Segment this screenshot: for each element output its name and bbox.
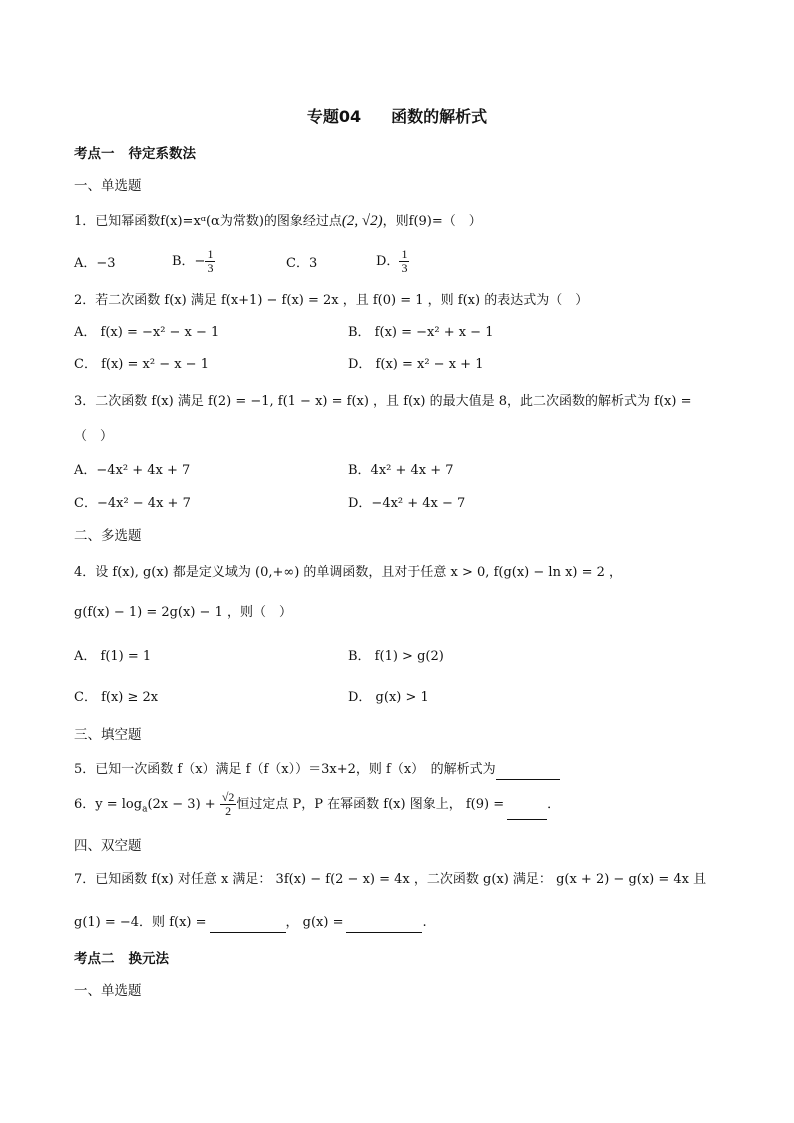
part-heading-multi: 二、多选题 xyxy=(74,528,142,544)
fraction-numerator: 1 xyxy=(401,247,408,261)
q6-fraction xyxy=(220,791,237,818)
question-3-stem-cont: （ ） xyxy=(74,429,114,444)
q4-option-d: D． g(x) > 1 xyxy=(348,690,429,705)
question-7-stem: 7．已知函数 f(x) 对任意 x 满足： 3f(x) − f(2 − x) = 4x ，二次函数 g(x) 满足： g(x + 2) − g(x) = 4x 且 xyxy=(74,872,707,887)
question-5-stem xyxy=(74,760,560,780)
q3-option-d: D．−4x² + 4x − 7 xyxy=(348,496,466,511)
fraction-numerator: √2 xyxy=(221,790,235,804)
q1-option-d-prefix: D． xyxy=(376,254,400,269)
part-heading-fill: 三、填空题 xyxy=(74,727,142,743)
q7-line2a: g(1) = −4．则 f(x) = xyxy=(74,915,207,930)
part-heading-double: 四、双空题 xyxy=(74,838,142,854)
q6-tail: 恒过定点 P，P 在幂函数 f(x) 图象上， f(9) = xyxy=(236,797,505,812)
q5-stem-text: 5．已知一次函数 f（x）满足 f（f（x））＝3x+2，则 f（x） 的解析式为 xyxy=(74,762,496,777)
fraction-denominator: 3 xyxy=(401,261,408,275)
q1-option-c: C．3 xyxy=(286,256,318,271)
question-3-stem: 3．二次函数 f(x) 满足 f(2) = −1, f(1 − x) = f(x) ，且 f(x) 的最大值是 8，此二次函数的解析式为 f(x) = xyxy=(74,394,692,409)
part-heading-single-2: 一、单选题 xyxy=(74,983,142,999)
fraction-denominator: 3 xyxy=(207,261,214,275)
q2-option-c: C． f(x) = x² − x − 1 xyxy=(74,357,209,372)
fraction-denominator: 2 xyxy=(225,804,232,818)
question-7-stem-cont xyxy=(74,913,427,933)
answer-blank[interactable] xyxy=(496,765,560,780)
question-4-stem-cont: g(f(x) − 1) = 2g(x) − 1 ，则（ ） xyxy=(74,605,292,620)
q6-prefix: 6．y = log xyxy=(74,797,143,812)
q4-option-c: C． f(x) ≥ 2x xyxy=(74,690,159,705)
q6-log-base: a xyxy=(142,804,148,815)
q1-option-d xyxy=(376,248,409,275)
q1-option-d-fraction xyxy=(399,248,409,275)
page-title xyxy=(0,104,794,127)
section-name: 待定系数法 xyxy=(128,146,196,162)
question-1-stem xyxy=(74,211,482,232)
q1-option-a: A．−3 xyxy=(74,256,116,271)
q7-end: . xyxy=(422,915,427,930)
q3-option-c: C．−4x² − 4x + 7 xyxy=(74,496,191,511)
part-heading-single-1: 一、单选题 xyxy=(74,178,142,194)
q3-option-a: A．−4x² + 4x + 7 xyxy=(74,463,191,478)
question-4-stem: 4．设 f(x), g(x) 都是定义域为 (0,+∞) 的单调函数，且对于任意 x > 0, f(g(x) − ln x) = 2 ， xyxy=(74,565,623,580)
q1-point: (2, √2) xyxy=(341,213,383,229)
section-name: 换元法 xyxy=(128,951,169,967)
q1-stem-text: 1．已知幂函数f(x)=xᵅ(α为常数)的图象经过点 xyxy=(74,214,342,229)
question-2-stem: 2．若二次函数 f(x) 满足 f(x+1) − f(x) = 2x ，且 f(0) = 1 ，则 f(x) 的表达式为（ ） xyxy=(74,293,589,308)
q3-option-b: B．4x² + 4x + 7 xyxy=(348,463,454,478)
q1-option-b-fraction xyxy=(205,248,215,275)
title-prefix: 专题04 xyxy=(306,107,362,126)
title-main: 函数的解析式 xyxy=(391,107,488,126)
section-heading-1 xyxy=(74,144,196,164)
q2-option-b: B． f(x) = −x² + x − 1 xyxy=(348,325,494,340)
section-label: 考点一 xyxy=(74,146,115,162)
q4-option-a: A． f(1) = 1 xyxy=(74,649,152,664)
section-label: 考点二 xyxy=(74,951,115,967)
q1-option-b xyxy=(172,248,215,275)
q6-mid: (2x − 3) + xyxy=(147,797,216,812)
answer-blank[interactable] xyxy=(507,805,547,820)
q2-option-a: A． f(x) = −x² − x − 1 xyxy=(74,325,220,340)
section-heading-2 xyxy=(74,949,169,969)
q4-option-b: B． f(1) > g(2) xyxy=(348,649,444,664)
fraction-numerator: 1 xyxy=(207,247,214,261)
q7-line2b: ， g(x) = xyxy=(285,915,344,930)
q2-option-d: D． f(x) = x² − x + 1 xyxy=(348,357,484,372)
q6-end: ． xyxy=(547,797,561,812)
q1-option-b-prefix: B．− xyxy=(172,254,206,269)
answer-blank-2[interactable] xyxy=(346,918,422,933)
answer-blank-1[interactable] xyxy=(210,918,286,933)
question-6-stem xyxy=(74,791,560,820)
q1-tail: ，则f(9)=（ ） xyxy=(382,214,482,229)
